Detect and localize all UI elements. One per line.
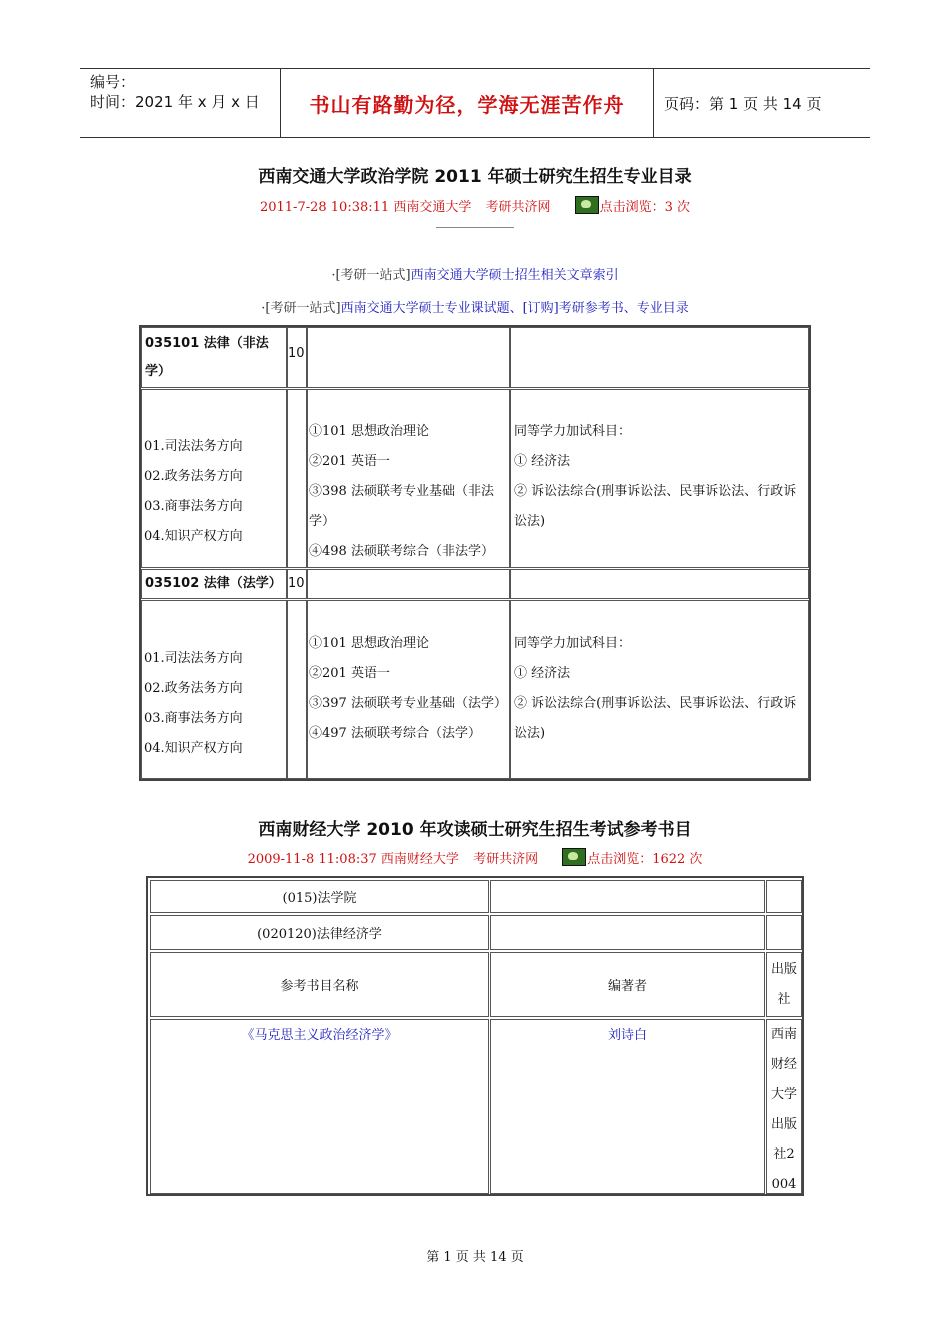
exam-item: ①101 思想政治理论 bbox=[309, 636, 429, 651]
article1-views: 点击浏览：3 次 bbox=[599, 200, 691, 215]
extra-item: ② 诉讼法综合(刑事诉讼法、民事诉讼法、行政诉讼法) bbox=[514, 484, 797, 529]
empty-cell bbox=[510, 569, 809, 599]
empty-cell bbox=[307, 569, 510, 599]
header-page-cell bbox=[654, 69, 870, 137]
article1-meta bbox=[0, 196, 950, 215]
empty-cell bbox=[307, 327, 510, 388]
major-cell: 035101 法律（非法学） bbox=[141, 327, 287, 388]
article2-title: 西南财经大学 2010 年攻读硕士研究生招生考试参考书目 bbox=[258, 820, 692, 840]
header-left-cell bbox=[80, 69, 281, 137]
extra-cell bbox=[510, 389, 809, 568]
extra-item: 同等学力加试科目： bbox=[514, 636, 632, 651]
dept-cell: (015)法学院 bbox=[150, 880, 489, 913]
empty-cell bbox=[287, 389, 307, 568]
major-cell: 035102 法律（法学） bbox=[141, 569, 287, 599]
empty-cell bbox=[510, 327, 809, 388]
document-number: 编号： bbox=[90, 73, 136, 91]
direction-item: 02.政务法务方向 bbox=[144, 469, 243, 484]
publisher-cell: 西南财经大学出版社2004 bbox=[766, 1019, 802, 1194]
motto: 书山有路勤为径，学海无涯苦作舟 bbox=[309, 92, 625, 117]
related-link-1 bbox=[0, 264, 950, 283]
direction-item: 03.商事法务方向 bbox=[144, 499, 243, 514]
exams-cell bbox=[307, 389, 510, 568]
article1-date: 2011-7-28 10:38:11 bbox=[259, 200, 390, 215]
empty-cell bbox=[490, 915, 765, 950]
extra-item: ① 经济法 bbox=[514, 454, 571, 469]
link1-prefix: ·[考研一站式] bbox=[331, 268, 411, 283]
views-icon bbox=[562, 848, 586, 866]
exam-item: ②201 英语一 bbox=[309, 454, 390, 469]
page-info: 页码：第 1 页 共 14 页 bbox=[664, 94, 822, 113]
article1-source: 西南交通大学 bbox=[393, 200, 472, 215]
col-author-header: 编著者 bbox=[490, 952, 765, 1017]
link2-prefix: ·[考研一站式] bbox=[261, 301, 341, 316]
count-cell: 10 bbox=[287, 569, 307, 599]
author-cell[interactable]: 刘诗白 bbox=[490, 1019, 765, 1194]
extra-item: ① 经济法 bbox=[514, 666, 571, 681]
empty-cell bbox=[766, 915, 802, 950]
document-time: 时间：2021 年 x 月 x 日 bbox=[90, 93, 260, 111]
directions-cell bbox=[141, 389, 287, 568]
direction-item: 01.司法法务方向 bbox=[144, 439, 243, 454]
page-footer: 第 1 页 共 14 页 bbox=[426, 1250, 524, 1265]
exam-item: ②201 英语一 bbox=[309, 666, 390, 681]
related-link-2 bbox=[0, 297, 950, 316]
exam-item: ①101 思想政治理论 bbox=[309, 424, 429, 439]
article2-site: 考研共济网 bbox=[473, 852, 539, 867]
page-header bbox=[80, 68, 870, 138]
major-cell: (020120)法律经济学 bbox=[150, 915, 489, 950]
book-cell[interactable]: 《马克思主义政治经济学》 bbox=[150, 1019, 489, 1194]
col-book-header: 参考书目名称 bbox=[150, 952, 489, 1017]
count-cell: 10 bbox=[287, 327, 307, 388]
exam-item: ③398 法硕联考专业基础（非法学） bbox=[309, 484, 494, 529]
divider bbox=[436, 227, 514, 228]
directions-cell bbox=[141, 600, 287, 779]
direction-item: 04.知识产权方向 bbox=[144, 741, 243, 756]
direction-item: 03.商事法务方向 bbox=[144, 711, 243, 726]
empty-cell bbox=[490, 880, 765, 913]
empty-cell bbox=[766, 880, 802, 913]
header-motto-cell bbox=[281, 69, 654, 137]
article2-date: 2009-11-8 11:08:37 bbox=[247, 852, 377, 867]
article2-views: 点击浏览：1622 次 bbox=[587, 852, 703, 867]
exams-cell bbox=[307, 600, 510, 779]
col-publisher-header: 出版社 bbox=[766, 952, 802, 1017]
reference-book-table bbox=[146, 876, 804, 1196]
extra-item: 同等学力加试科目： bbox=[514, 424, 632, 439]
article1-title: 西南交通大学政治学院 2011 年硕士研究生招生专业目录 bbox=[258, 167, 692, 187]
direction-item: 01.司法法务方向 bbox=[144, 651, 243, 666]
empty-cell bbox=[287, 600, 307, 779]
link1-text[interactable]: 西南交通大学硕士招生相关文章索引 bbox=[410, 268, 619, 283]
direction-item: 04.知识产权方向 bbox=[144, 529, 243, 544]
article1-site: 考研共济网 bbox=[485, 200, 551, 215]
article2-source: 西南财经大学 bbox=[380, 852, 459, 867]
extra-cell bbox=[510, 600, 809, 779]
exam-item: ④497 法硕联考综合（法学） bbox=[309, 726, 481, 741]
direction-item: 02.政务法务方向 bbox=[144, 681, 243, 696]
extra-item: ② 诉讼法综合(刑事诉讼法、民事诉讼法、行政诉讼法) bbox=[514, 696, 797, 741]
article2-meta bbox=[0, 848, 950, 867]
exam-item: ④498 法硕联考综合（非法学） bbox=[309, 544, 494, 559]
views-icon bbox=[575, 196, 599, 214]
link2-text[interactable]: 西南交通大学硕士专业课试题、[订购]考研参考书、专业目录 bbox=[340, 301, 689, 316]
exam-item: ③397 法硕联考专业基础（法学） bbox=[309, 696, 507, 711]
catalog-table bbox=[139, 325, 811, 781]
